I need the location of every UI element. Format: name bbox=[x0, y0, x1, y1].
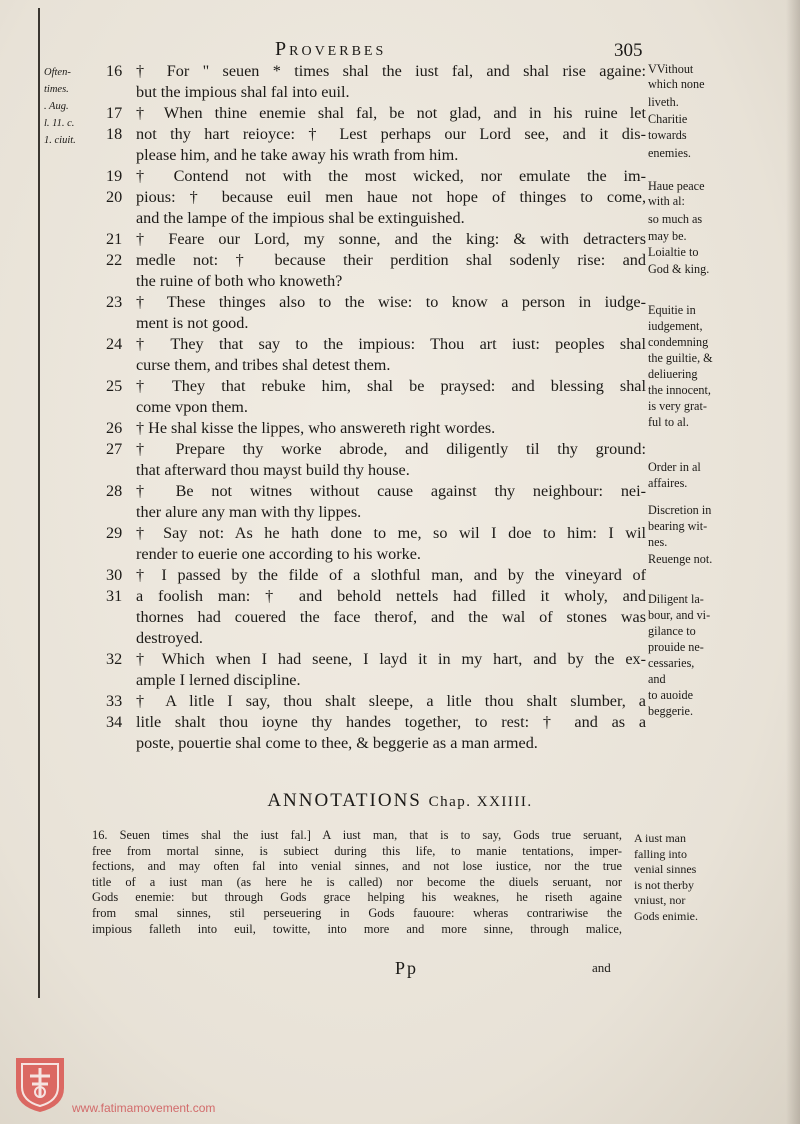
side-note: which none bbox=[648, 77, 705, 91]
verse-number: 30 bbox=[106, 566, 123, 584]
verse-line bbox=[106, 187, 646, 208]
verse-line bbox=[106, 691, 646, 712]
side-note: Discretion in bbox=[648, 503, 712, 517]
verse-line bbox=[106, 334, 646, 355]
verse-text: † Contend not with the most wicked, nor emulate the im- bbox=[136, 167, 646, 185]
verse-text: litle shalt thou ioyne thy handes together, to rest: † and as a bbox=[136, 713, 646, 731]
verse-text-block bbox=[106, 61, 646, 754]
verse-text: ment is not good. bbox=[136, 314, 249, 332]
side-note: Diligent la- bbox=[648, 592, 704, 606]
left-note: times. bbox=[44, 84, 69, 95]
verse-number: 21 bbox=[106, 230, 123, 248]
verse-line bbox=[106, 124, 646, 145]
verse-line bbox=[106, 229, 646, 250]
verse-text: † Say not: As he hath done to me, so wil I doe to him: I wil bbox=[136, 524, 646, 542]
anno-side-line: vniust, nor bbox=[634, 893, 686, 908]
side-note: liveth. bbox=[648, 95, 679, 109]
verse-line bbox=[106, 418, 646, 439]
verse-number: 22 bbox=[106, 251, 123, 269]
side-note: the guiltie, & bbox=[648, 351, 713, 365]
side-note: prouide ne- bbox=[648, 640, 704, 654]
side-note: gilance to bbox=[648, 624, 696, 638]
verse-line bbox=[106, 712, 646, 733]
verse-line bbox=[106, 544, 646, 565]
side-note: the innocent, bbox=[648, 383, 711, 397]
side-note: Loialtie to bbox=[648, 245, 699, 259]
side-note: beggerie. bbox=[648, 704, 694, 718]
anno-side-line: venial sinnes bbox=[634, 862, 697, 877]
verse-line bbox=[106, 82, 646, 103]
annotations-heading bbox=[0, 790, 800, 812]
verse-number: 16 bbox=[106, 62, 123, 80]
verse-number: 24 bbox=[106, 335, 123, 353]
verse-number: 26 bbox=[106, 419, 123, 437]
side-note: deliuering bbox=[648, 367, 698, 381]
verse-text: † They that say to the impious: Thou art iust: peoples shal bbox=[136, 335, 646, 353]
verse-number: 18 bbox=[106, 125, 123, 143]
verse-number: 19 bbox=[106, 167, 123, 185]
side-note: Haue peace bbox=[648, 179, 705, 193]
left-margin-notes bbox=[44, 64, 102, 149]
side-note: nes. bbox=[648, 535, 668, 549]
verse-line bbox=[106, 481, 646, 502]
verse-number: 33 bbox=[106, 692, 123, 710]
left-note: . Aug. bbox=[44, 101, 69, 112]
verse-line bbox=[106, 208, 646, 229]
verse-text: come vpon them. bbox=[136, 398, 248, 416]
verse-text: † Be not witnes without cause against thy neighbour: nei- bbox=[136, 482, 646, 500]
verse-line bbox=[106, 439, 646, 460]
side-note: Order in al bbox=[648, 460, 701, 474]
verse-text: ample I lerned discipline. bbox=[136, 671, 301, 689]
margin-rule bbox=[38, 8, 40, 998]
verse-text: † Prepare thy worke abrode, and diligently til thy ground: bbox=[136, 440, 646, 458]
gutter-shadow bbox=[786, 0, 800, 1124]
anno-side-line: falling into bbox=[634, 846, 687, 861]
side-note: VVithout bbox=[648, 62, 694, 76]
side-note: affaires. bbox=[648, 476, 688, 490]
anno-side-line: A iust man bbox=[634, 831, 687, 845]
verse-text: † When thine enemie shal fal, be not glad, and in his ruine let bbox=[136, 104, 646, 122]
annotation-line: 16. Seuen times shal the iust fal.] A iust man, that is to say, Gods true seruant, bbox=[92, 828, 622, 842]
side-note: iudgement, bbox=[648, 319, 703, 333]
verse-line bbox=[106, 565, 646, 586]
anno-side-line: is not therby bbox=[634, 877, 694, 892]
verse-text: the ruine of both who knoweth? bbox=[136, 272, 343, 290]
watermark-url: www.fatimamovement.com bbox=[72, 1101, 216, 1115]
verse-text: curse them, and tribes shal detest them. bbox=[136, 356, 391, 374]
annotation-line: Gods enemie: but through Gods grace helping his weaknes, he riseth againe bbox=[92, 890, 622, 905]
verse-line bbox=[106, 103, 646, 124]
left-note: 1. ciuit. bbox=[44, 135, 76, 146]
verse-text: not thy hart reioyce: † Lest perhaps our Lord see, and it dis- bbox=[136, 125, 646, 143]
verse-line bbox=[106, 460, 646, 481]
verse-number: 29 bbox=[106, 524, 123, 542]
side-note: and bbox=[648, 672, 666, 686]
running-title: Proverbes bbox=[275, 38, 387, 60]
verse-line bbox=[106, 397, 646, 418]
signature-mark: Pp bbox=[395, 958, 419, 978]
verse-number: 17 bbox=[106, 104, 123, 122]
fatima-logo-icon bbox=[12, 1054, 68, 1114]
catchword: and bbox=[592, 960, 611, 975]
left-note: Often- bbox=[44, 67, 71, 78]
side-note: enemies. bbox=[648, 146, 691, 160]
side-note: condemning bbox=[648, 335, 709, 349]
side-note: Equitie in bbox=[648, 303, 696, 317]
side-note: towards bbox=[648, 128, 687, 142]
side-note: with al: bbox=[648, 194, 685, 208]
verse-text: † He shal kisse the lippes, who answereth right wordes. bbox=[136, 419, 496, 437]
verse-number: 25 bbox=[106, 377, 123, 395]
verse-number: 32 bbox=[106, 650, 123, 668]
verse-line bbox=[106, 733, 646, 754]
verse-number: 23 bbox=[106, 293, 123, 311]
side-note: Reuenge not. bbox=[648, 552, 713, 566]
verse-text: pious: † because euil men haue not hope of thinges to come, bbox=[136, 188, 646, 206]
verse-line bbox=[106, 313, 646, 334]
verse-line bbox=[106, 355, 646, 376]
verse-number: 31 bbox=[106, 587, 123, 605]
verse-line bbox=[106, 670, 646, 691]
verse-text: destroyed. bbox=[136, 629, 203, 647]
annotation-line: title of a iust man (as here he is called) nor become the diuels seruant, nor bbox=[92, 874, 622, 889]
annotations-side-note bbox=[634, 831, 734, 925]
annotations-chapter: Chap. XXIIII. bbox=[428, 794, 533, 810]
annotation-line: from smal sinnes, stil perseuering in Gods fauoure: wheras contrariwise the bbox=[92, 905, 622, 920]
side-note: may be. bbox=[648, 229, 687, 243]
side-note: to auoide bbox=[648, 688, 694, 702]
verse-line bbox=[106, 292, 646, 313]
verse-text: poste, pouertie shal come to thee, & beggerie as a man armed. bbox=[136, 734, 538, 752]
annotation-line: impious falleth into euil, towitte, into more and more sinne, through malice, bbox=[92, 921, 622, 936]
side-note: God & king. bbox=[648, 262, 710, 276]
verse-line bbox=[106, 166, 646, 187]
verse-text: a foolish man: † and behold nettels had filled it wholy, and bbox=[136, 587, 646, 605]
verse-line bbox=[106, 628, 646, 649]
verse-line bbox=[106, 145, 646, 166]
verse-text: thornes had couered the face therof, and the wal of stones was bbox=[136, 608, 646, 626]
verse-line bbox=[106, 271, 646, 292]
verse-line bbox=[106, 376, 646, 397]
verse-number: 28 bbox=[106, 482, 123, 500]
side-note: Charitie bbox=[648, 112, 688, 126]
annotations-text bbox=[92, 828, 622, 937]
verse-number: 27 bbox=[106, 440, 123, 458]
verse-text: ther alure any man with thy lippes. bbox=[136, 503, 362, 521]
verse-text: † A litle I say, thou shalt sleepe, a litle thou shalt slumber, a bbox=[136, 692, 646, 710]
verse-line bbox=[106, 586, 646, 607]
verse-text: † They that rebuke him, shal be praysed: and blessing shal bbox=[136, 377, 646, 395]
page-number: 305 bbox=[614, 40, 643, 61]
verse-text: † I passed by the filde of a slothful man, and by the vineyard of bbox=[136, 566, 646, 584]
side-note: bearing wit- bbox=[648, 519, 708, 533]
verse-line bbox=[106, 523, 646, 544]
verse-line bbox=[106, 607, 646, 628]
side-note: bour, and vi- bbox=[648, 608, 711, 622]
verse-text: that afterward thou mayst build thy house. bbox=[136, 461, 410, 479]
left-note: l. 11. c. bbox=[44, 118, 75, 129]
verse-text: render to euerie one according to his worke. bbox=[136, 545, 421, 563]
verse-text: but the impious shal fal into euil. bbox=[136, 83, 350, 101]
annotations-title: ANNOTATIONS bbox=[267, 790, 422, 811]
anno-side-line: Gods enimie. bbox=[634, 908, 698, 923]
verse-text: † For " seuen * times shal the iust fal, and shal rise againe: bbox=[136, 62, 646, 80]
verse-line bbox=[106, 61, 646, 82]
verse-line bbox=[106, 649, 646, 670]
side-note: cessaries, bbox=[648, 656, 695, 670]
verse-number: 34 bbox=[106, 713, 123, 731]
side-note: so much as bbox=[648, 212, 703, 226]
verse-text: † These thinges also to the wise: to know a person in iudge- bbox=[136, 293, 646, 311]
annotation-line: free from mortal sinne, is subiect during this life, to manie tentations, imper- bbox=[92, 843, 622, 858]
verse-text: and the lampe of the impious shal be extinguished. bbox=[136, 209, 465, 227]
verse-number: 20 bbox=[106, 188, 123, 206]
verse-text: please him, and he take away his wrath from him. bbox=[136, 146, 459, 164]
side-note: is very grat- bbox=[648, 399, 707, 413]
side-note: ful to al. bbox=[648, 415, 689, 429]
verse-line bbox=[106, 502, 646, 523]
verse-text: † Which when I had seene, I layd it in my hart, and by the ex- bbox=[136, 650, 646, 668]
verse-text: medle not: † because their perdition shal sodenly rise: and bbox=[136, 251, 646, 269]
verse-line bbox=[106, 250, 646, 271]
verse-text: † Feare our Lord, my sonne, and the king: & with detracters bbox=[136, 230, 646, 248]
annotation-line: fections, and may often fal into venial sinnes, and not lose iustice, nor the true bbox=[92, 859, 622, 874]
